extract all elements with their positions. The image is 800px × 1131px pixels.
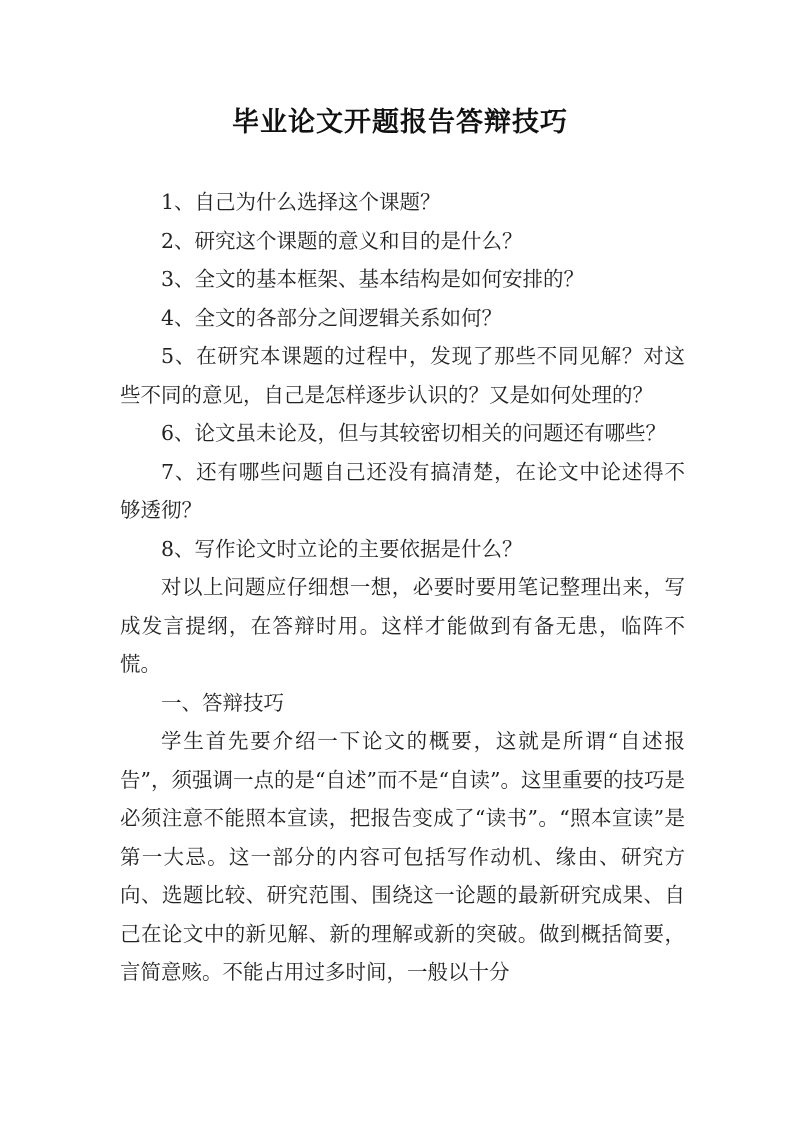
question-2: 2、研究这个课题的意义和目的是什么？ <box>161 228 523 253</box>
question-5: 5、在研究本课题的过程中，发现了那些不同见解？对这些不同的意见，自己是怎样逐步认识的？又是如何处理的？ <box>120 344 685 407</box>
document-title: 毕业论文开题报告答辩技巧 <box>232 107 568 138</box>
document-body <box>120 183 685 992</box>
question-6: 6、论文虽未论及，但与其较密切相关的问题还有哪些？ <box>161 421 667 445</box>
question-8: 8、写作论文时立论的主要依据是什么？ <box>161 536 523 561</box>
question-7: 7、还有哪些问题自己还没有搞清楚，在论文中论述得不够透彻？ <box>120 459 685 522</box>
question-1: 1、自己为什么选择这个课题？ <box>161 190 441 214</box>
section-heading: 一、答辩技巧 <box>161 690 284 715</box>
preparation-paragraph: 对以上问题应仔细想一想，必要时要用笔记整理出来，写成发言提纲，在答辩时用。这样才能做到有备无患，临阵不慌。 <box>120 575 685 676</box>
question-3: 3、全文的基本框架、基本结构是如何安排的？ <box>161 267 585 291</box>
body-paragraph: 学生首先要介绍一下论文的概要，这就是所谓“自述报告”，须强调一点的是“自述”而不是“自读”。这里重要的技巧是必须注意不能照本宣读，把报告变成了“读书”。“照本宣读”是第一大忌。这一部分的内容可包括写作动机、缘由、研究方向、选题比较、研究范围、围绕这一论题的最新研究成果、自己在论文中的新见解、新的理解或新的突破。做到概括简要，言简意赅。不能占用过多时间，一般以十分 <box>120 729 685 984</box>
question-4: 4、全文的各部分之间逻辑关系如何？ <box>161 305 503 330</box>
